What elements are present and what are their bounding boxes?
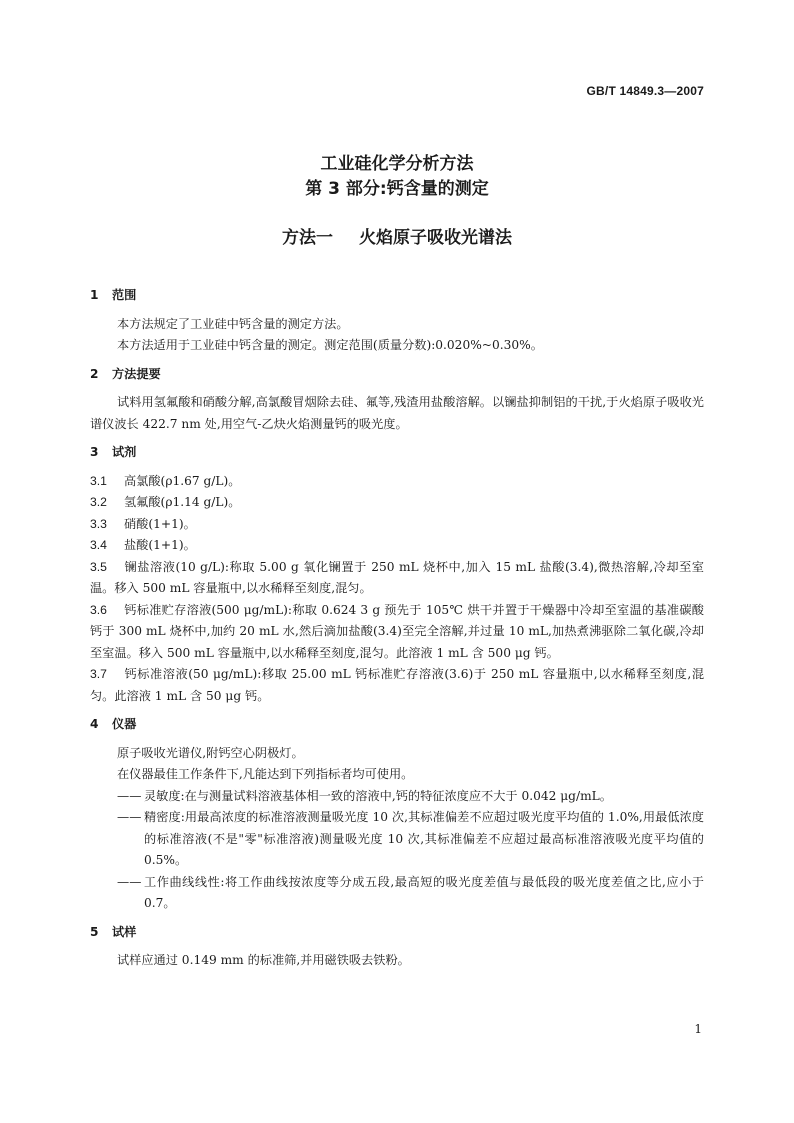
section-heading-sample [90,922,704,944]
requirement-text: 灵敏度:在与测量试料溶液基体相一致的溶液中,钙的特征浓度应不大于 0.042 μg/mL。 [144,788,612,803]
method-number: 方法一 [282,228,333,248]
document-title: 工业硅化学分析方法 [320,154,474,174]
reagent-item [90,492,704,514]
item-number: 3.5 [90,559,107,574]
requirement-item [90,872,704,915]
section-title: 仪器 [112,717,137,731]
section-number: 3 [90,445,99,459]
part-title: 第 3 部分:钙含量的测定 [305,179,489,199]
paragraph: 在仪器最佳工作条件下,凡能达到下列指标者均可使用。 [117,767,414,781]
section-heading-apparatus [90,714,704,736]
dash-marker: —— [117,810,142,824]
paragraph: 试样应通过 0.149 mm 的标准筛,并用磁铁吸去铁粉。 [117,953,410,967]
item-text: 硝酸(1+1)。 [124,516,196,531]
paragraph: 试料用氢氟酸和硝酸分解,高氯酸冒烟除去硅、氟等,残渣用盐酸溶解。以镧盐抑制铝的干扰,于火焰原子吸收光谱仪波长 422.7 nm 处,用空气-乙炔火焰测量钙的吸光度。 [90,395,704,431]
item-number: 3.7 [90,667,107,681]
reagent-item [90,471,704,493]
item-text: 钙标准贮存溶液(500 μg/mL):称取 0.624 3 g 预先于 105℃ 烘干并置于干燥器中冷却至室温的基准碳酸钙于 300 mL 烧杯中,加约 20 mL 水,然后滴加盐酸(3.4)至完全溶解,并过量 10 mL,加热煮沸驱除二氧化碳,冷却至室温。移入 500 mL 容量瓶中,以水稀释至刻度,混匀。此溶液 1 mL 含 500 μg 钙。 [90,602,704,660]
requirement-item [90,786,704,808]
item-text: 氢氟酸(ρ1.14 g/L)。 [124,495,241,509]
dash-marker: —— [117,874,142,889]
reagent-item [90,664,704,707]
section-number: 4 [90,717,99,731]
section-number: 1 [90,288,99,302]
section-title: 方法提要 [112,366,161,381]
paragraph: 本方法适用于工业硅中钙含量的测定。测定范围(质量分数):0.020%~0.30%。 [117,338,543,352]
section-number: 5 [90,924,99,939]
section-title: 试剂 [112,445,137,459]
item-number: 3.4 [90,538,107,552]
document-body [90,285,704,972]
method-name: 火焰原子吸收光谱法 [359,228,512,248]
section-title: 试样 [112,924,137,939]
item-text: 盐酸(1+1)。 [124,538,196,552]
requirement-item [90,807,704,872]
section-title: 范围 [112,288,137,302]
reagent-item [90,535,704,557]
item-text: 高氯酸(ρ1.67 g/L)。 [124,473,241,488]
reagent-item [90,557,704,600]
item-text: 镧盐溶液(10 g/L):称取 5.00 g 氧化镧置于 250 mL 烧杯中,加入 15 mL 盐酸(3.4),微热溶解,冷却至室温。移入 500 mL 容量瓶中,以水稀释至刻度,混匀。 [90,559,704,595]
page-number: 1 [694,1022,702,1036]
standard-code: GB/T 14849.3—2007 [586,84,704,98]
document-titles [0,152,794,250]
reagent-item [90,514,704,536]
section-heading-scope [90,285,704,307]
paragraph: 原子吸收光谱仪,附钙空心阴极灯。 [117,745,304,760]
item-number: 3.6 [90,602,107,617]
requirement-text: 精密度:用最高浓度的标准溶液测量吸光度 10 次,其标准偏差不应超过吸光度平均值的 1.0%,用最低浓度的标准溶液(不是"零"标准溶液)测量吸光度 10 次,其标准偏差不应超过最高标准溶液吸光度平均值的 0.5%。 [144,810,704,867]
section-heading-principle [90,364,704,386]
section-heading-reagents [90,442,704,464]
item-text: 钙标准溶液(50 μg/mL):移取 25.00 mL 钙标准贮存溶液(3.6)于 250 mL 容量瓶中,以水稀释至刻度,混匀。此溶液 1 mL 含 50 μg 钙。 [90,667,704,703]
reagent-item [90,600,704,665]
requirement-text: 工作曲线线性:将工作曲线按浓度等分成五段,最高短的吸光度差值与最低段的吸光度差值之比,应小于 0.7。 [144,874,704,910]
item-number: 3.2 [90,495,107,509]
dash-marker: —— [117,788,142,803]
item-number: 3.1 [90,473,107,488]
method-title [0,226,794,250]
paragraph: 本方法规定了工业硅中钙含量的测定方法。 [117,316,349,331]
section-number: 2 [90,366,99,381]
item-number: 3.3 [90,516,107,531]
